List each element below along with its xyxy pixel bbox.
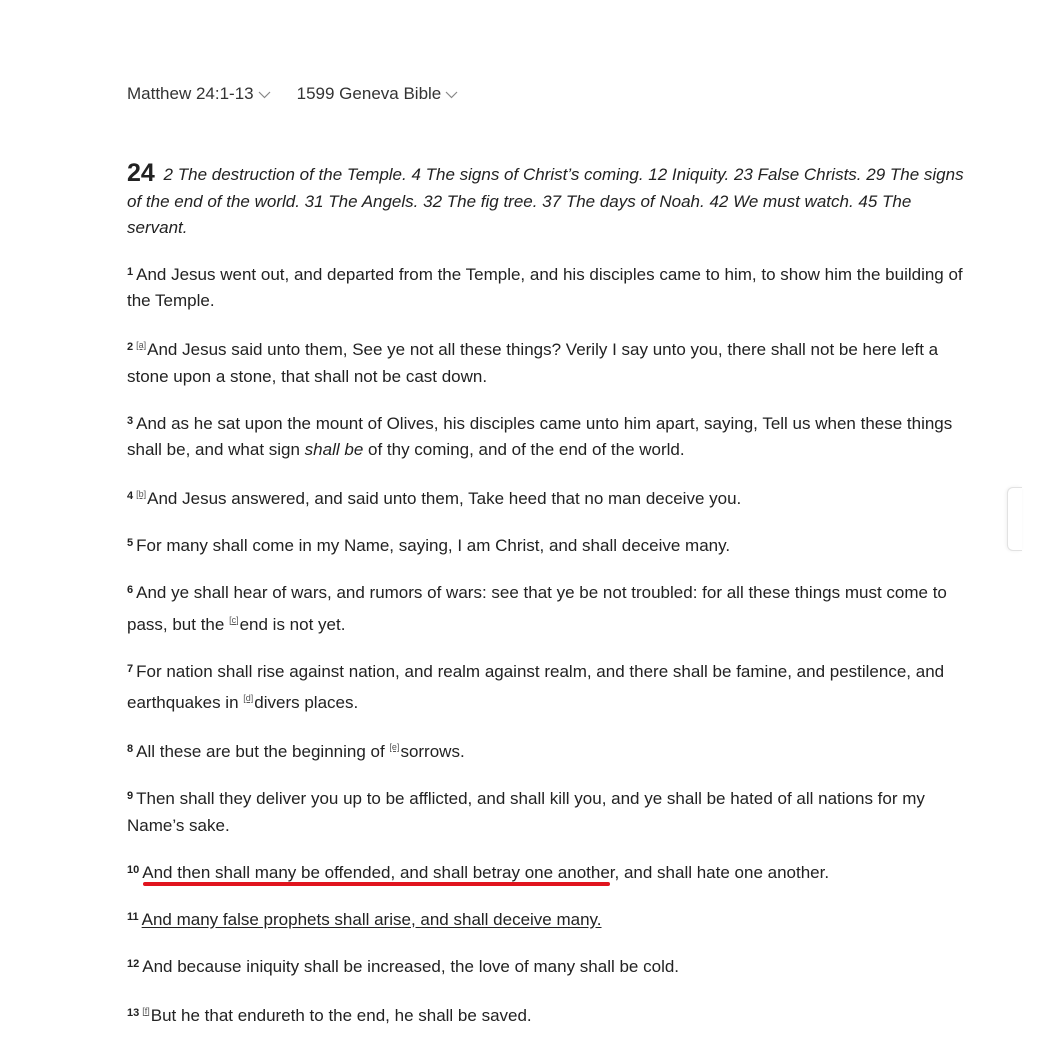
verse-number: 4 [127, 490, 134, 502]
chevron-down-icon [258, 88, 271, 101]
verse-1 [127, 259, 969, 315]
version-name: 1599 Geneva Bible [296, 84, 442, 103]
verse-6 [127, 577, 969, 638]
red-underline-annotation [143, 882, 610, 886]
verse-text: For many shall come in my Name, saying, I am Christ, and shall deceive many. [136, 536, 731, 555]
chapter-summary: 2 The destruction of the Temple. 4 The signs of Christ’s coming. 12 Iniquity. 23 False Christs. 29 The signs of the end of the world. 31 The Angels. 32 The fig tree. 37 The days of Noah. 42 We must watch. 45 The servant. [127, 165, 964, 237]
version-selector[interactable] [297, 84, 459, 104]
verse-11 [127, 904, 969, 934]
verse-4 [127, 481, 969, 513]
verse-text-continued: end is not yet. [239, 614, 346, 634]
verse-text: And many false prophets shall arise, and shall deceive many. [141, 909, 602, 929]
verse-number: 3 [127, 414, 134, 427]
footnote-link[interactable]: [f] [142, 1005, 150, 1016]
verse-text-continued: sorrows. [400, 742, 465, 761]
verse-number: 11 [127, 910, 139, 923]
chapter-number: 24 [127, 159, 155, 187]
verse-7 [127, 656, 969, 717]
verse-number: 5 [127, 537, 134, 549]
verse-text: And Jesus went out, and departed from the Temple, and his disciples came to him, to show him the building of the Temple. [127, 264, 963, 310]
verse-number: 7 [127, 662, 134, 675]
footnote-link[interactable]: [b] [136, 489, 147, 499]
verse-number: 13 [127, 1006, 140, 1019]
verse-number: 8 [127, 743, 134, 755]
verse-text: And ye shall hear of wars, and rumors of wars: see that ye be not troubled: for all these things must come to pass, but the [127, 583, 947, 634]
footnote-link[interactable]: [c] [229, 614, 239, 625]
chevron-down-icon [445, 88, 458, 101]
verse-text: But he that endureth to the end, he shall be saved. [150, 1005, 532, 1025]
verse-text: And Jesus said unto them, See ye not all these things? Verily I say unto you, there shall not be here left a stone upon a stone, that shall not be cast down. [127, 340, 939, 386]
verse-number: 12 [127, 957, 140, 970]
verse-number: 2 [127, 341, 134, 353]
verse-number: 6 [127, 584, 134, 596]
verse-2 [127, 332, 969, 390]
verse-3 [127, 408, 969, 464]
verse-12 [127, 951, 969, 981]
verse-text: And because iniquity shall be increased, the love of many shall be cold. [142, 956, 680, 976]
side-panel-tab[interactable] [1007, 487, 1022, 551]
passage-reference: Matthew 24:1-13 [127, 84, 254, 103]
verse-text: And then shall many be offended, and shall betray one another, and shall hate one another. [142, 862, 830, 882]
passage-toolbar [127, 84, 484, 104]
verse-text-continued: of thy coming, and of the end of the world. [363, 440, 685, 459]
verse-5 [127, 530, 969, 560]
verse-text-continued: divers places. [254, 693, 359, 712]
verse-text-italic: shall be [304, 440, 364, 459]
verse-text: And as he sat upon the mount of Olives, his disciples came unto him apart, saying, Tell us when these things shall be, and what sign [127, 413, 953, 459]
verse-text: All these are but the beginning of [136, 742, 390, 761]
footnote-link[interactable]: [d] [243, 693, 254, 703]
verse-text: And Jesus answered, and said unto them, Take heed that no man deceive you. [147, 489, 742, 508]
footnote-link[interactable]: [a] [136, 340, 147, 350]
verse-text: For nation shall rise against nation, and realm against realm, and there shall be famine, and pestilence, and earthquakes in [127, 661, 945, 712]
verse-number: 1 [127, 265, 134, 278]
passage-selector[interactable] [127, 84, 271, 104]
verse-number: 10 [127, 863, 140, 876]
chapter-heading [127, 160, 969, 242]
verse-9 [127, 783, 969, 839]
verse-text: Then shall they deliver you up to be afflicted, and shall kill you, and ye shall be hated of all nations for my Name’s sake. [127, 789, 925, 835]
verse-number: 9 [127, 790, 134, 802]
footnote-link[interactable]: [e] [389, 742, 400, 752]
passage-text [127, 160, 969, 1047]
verse-13 [127, 998, 969, 1030]
verse-8 [127, 734, 969, 766]
